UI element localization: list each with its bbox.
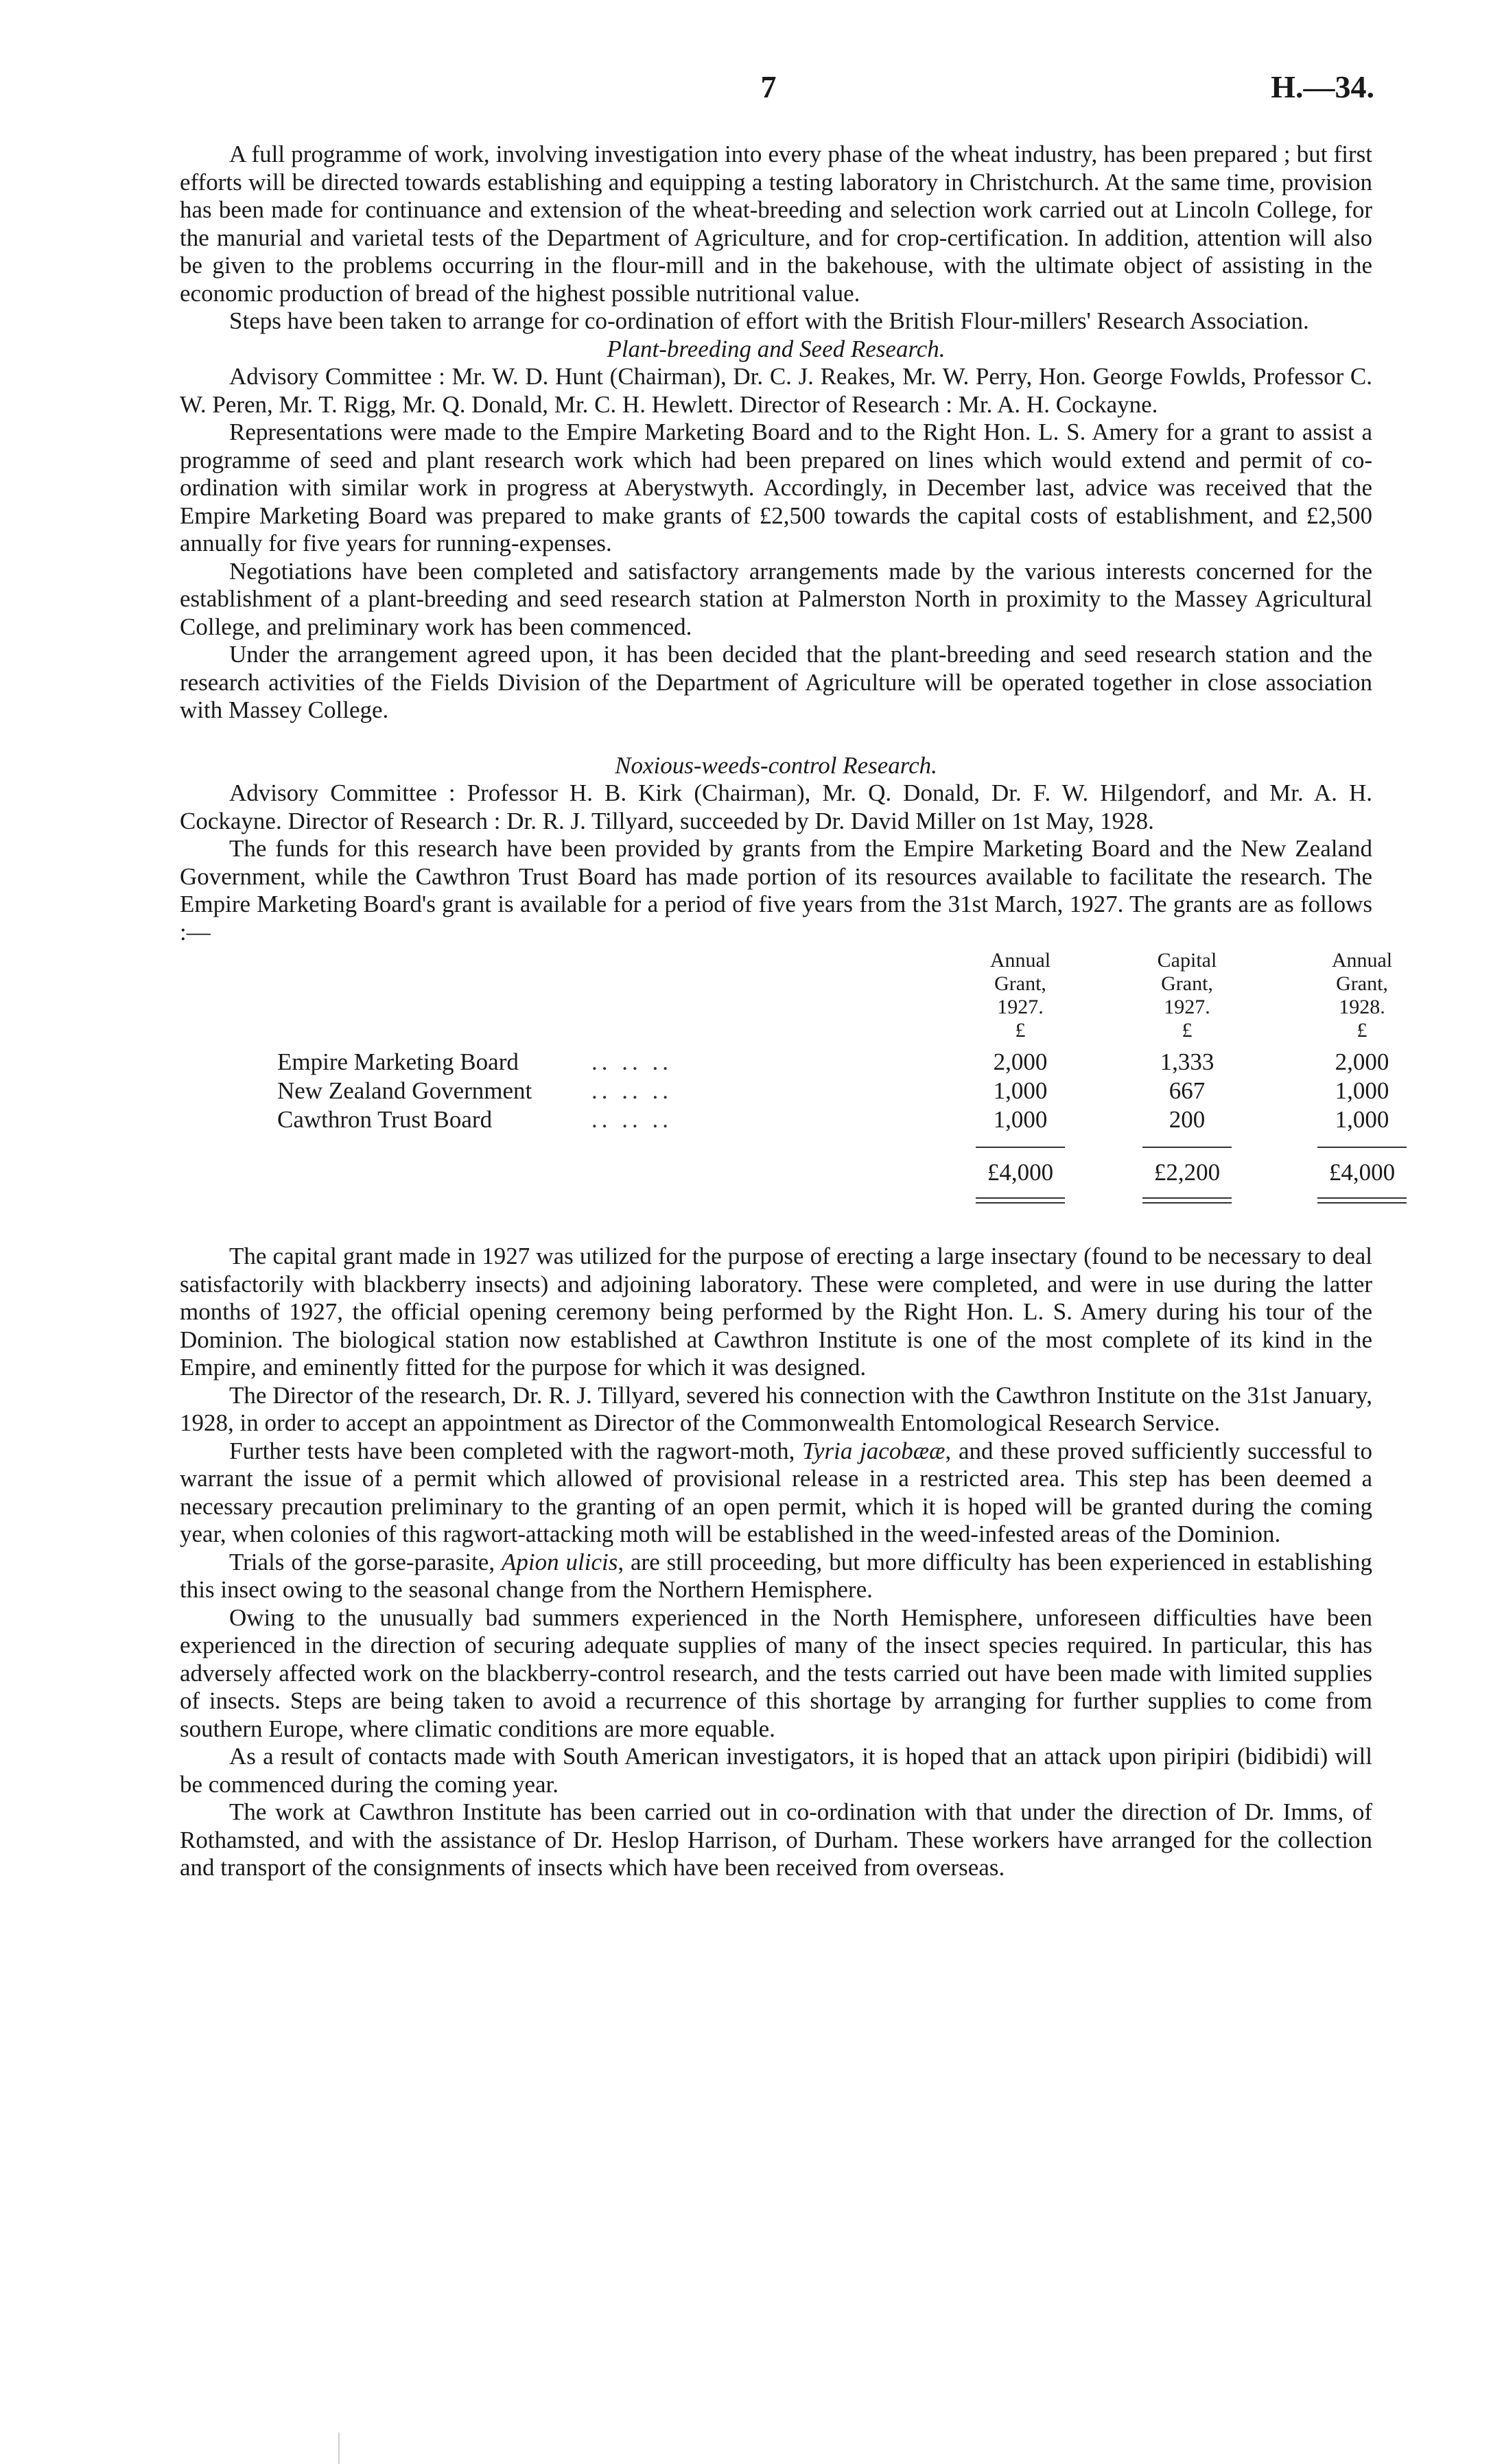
- table-cell: 200: [1169, 1106, 1206, 1133]
- noxious-weeds-paragraph-2: The funds for this research have been provided by grants from the Empire Marketing Board and the New Zealand Government, while the Cawthron Trust Board has made portion of its resources available to facilitate the research. The Empire Marketing Board's grant is available for a period of five years from the 31st March, 1927. The grants are as follows :—: [180, 835, 1372, 946]
- dot-leaders: .. .. ..: [591, 1106, 672, 1133]
- table-row: [180, 1077, 1389, 1105]
- table-total: £4,000: [987, 1159, 1054, 1186]
- noxious-weeds-paragraph-1: Advisory Committee : Professor H. B. Kirk (Chairman), Mr. Q. Donald, Dr. F. W. Hilgendorf, and Mr. A. H. Cockayne. Director of Research : Dr. R. J. Tillyard, succeeded by Dr. David Miller on 1st May, 1928.: [180, 779, 1372, 834]
- table-cell: 667: [1169, 1077, 1206, 1104]
- column-header-line: Grant,: [1336, 972, 1388, 995]
- row-label: New Zealand Government: [277, 1077, 532, 1104]
- plant-breeding-paragraph-2: Representations were made to the Empire Marketing Board and to the Right Hon. L. S. Amery for a grant to assist a programme of seed and plant research work which had been prepared on lines which would extend and permit of co-ordination with similar work in progress at Aberystwyth. Accordingly, in December last, advice was received that the Empire Marketing Board was prepared to make grants of £2,500 towards the capital costs of establishment, and £2,500 annually for five years for running-expenses.: [180, 419, 1372, 556]
- column-header-capital-1927: [1122, 949, 1252, 1042]
- paragraph-text: Trials of the gorse-parasite,: [229, 1548, 502, 1575]
- intro-paragraph-2: Steps have been taken to arrange for co-ordination of effort with the British Flour-millers' Research Association.: [229, 307, 1309, 334]
- column-unit: £: [1015, 1019, 1026, 1042]
- total-double-rule: [1142, 1197, 1232, 1204]
- column-header-annual-1927: [955, 949, 1085, 1042]
- grants-table: [180, 949, 1396, 1230]
- table-cell: 1,000: [993, 1106, 1048, 1133]
- table-cell: 1,000: [993, 1077, 1048, 1104]
- paragraph-text: , and these proved sufficiently successful to warrant the issue of a permit which allowed of provisional release in a restricted area. This step has been deemed a necessary precaution preliminary to the granting of an open permit, which it is hoped will be granted during the coming year, when colonies of this ragwort-attacking moth will be established in the weed-infested areas of the Dominion.: [180, 1437, 1373, 1547]
- column-header-line: Capital: [1157, 949, 1217, 972]
- table-cell: 2,000: [993, 1048, 1048, 1075]
- noxious-weeds-paragraph-5: [180, 1438, 1372, 1549]
- plant-breeding-paragraph-3: Negotiations have been completed and satisfactory arrangements made by the various interests concerned for the establishment of a plant-breeding and seed research station at Palmerston North in proximity to the Massey Agricultural College, and preliminary work has been commenced.: [180, 557, 1372, 640]
- noxious-weeds-paragraph-9: The work at Cawthron Institute has been carried out in co-ordination with that under the direction of Dr. Imms, of Rothamsted, and with the assistance of Dr. Heslop Harrison, of Durham. These workers have arranged for the collection and transport of the consignments of insects which have been received from overseas.: [180, 1798, 1372, 1881]
- plant-breeding-paragraph-4: Under the arrangement agreed upon, it has been decided that the plant-breeding and seed research station and the research activities of the Fields Division of the Department of Agriculture will be operated together in close association with Massey College.: [180, 641, 1372, 723]
- plant-breeding-paragraph-1: Advisory Committee : Mr. W. D. Hunt (Chairman), Dr. C. J. Reakes, Mr. W. Perry, Hon. George Fowlds, Professor C. W. Peren, Mr. T. Rigg, Mr. Q. Donald, Mr. C. H. Hewlett. Director of Research : Mr. A. H. Cockayne.: [180, 363, 1372, 418]
- noxious-weeds-paragraph-8: As a result of contacts made with South American investigators, it is hoped that an attack upon piripiri (bidibidi) will be commenced during the coming year.: [180, 1743, 1372, 1798]
- column-header-line: 1928.: [1339, 996, 1385, 1018]
- noxious-weeds-paragraph-3: The capital grant made in 1927 was utilized for the purpose of erecting a large insectary (found to be necessary to deal satisfactorily with blackberry insects) and adjoining laboratory. These were completed, and were in use during the latter months of 1927, the official opening ceremony being performed by the Right Hon. L. S. Amery during his tour of the Dominion. The biological station now established at Cawthron Institute is one of the most complete of its kind in the Empire, and eminently fitted for the purpose for which it was designed.: [180, 1243, 1372, 1381]
- column-header-line: Grant,: [1161, 972, 1213, 995]
- table-row: [180, 1105, 1389, 1134]
- table-cell: 1,333: [1160, 1048, 1214, 1075]
- section-heading-noxious-weeds: Noxious-weeds-control Research.: [615, 751, 937, 779]
- subtotal-rule: [976, 1147, 1065, 1148]
- row-label: Empire Marketing Board: [277, 1048, 519, 1075]
- table-row: [180, 1048, 1389, 1077]
- table-cell: 1,000: [1335, 1106, 1389, 1133]
- column-header-line: Annual: [1331, 949, 1393, 972]
- column-header-line: Annual: [989, 949, 1051, 972]
- page-number: 7: [760, 69, 777, 104]
- column-header-annual-1928: [1297, 949, 1427, 1042]
- subtotal-rule: [1142, 1147, 1232, 1148]
- table-cell: 2,000: [1335, 1048, 1389, 1075]
- table-cell: 1,000: [1335, 1077, 1389, 1104]
- intro-paragraph-1: A full programme of work, involving investigation into every phase of the wheat industry, has been prepared ; but first efforts will be directed towards establishing and equipping a testing laboratory in Christchurch. At the same time, provision has been made for continuance and extension of the wheat-breeding and selection work carried out at Lincoln College, for the manurial and varietal tests of the Department of Agriculture, and for crop-certification. In addition, attention will also be given to the problems occurring in the flour-mill and in the bakehouse, with the ultimate object of assisting in the economic production of bread of the highest possible nutritional value.: [180, 141, 1372, 307]
- total-double-rule: [976, 1197, 1065, 1204]
- column-unit: £: [1357, 1019, 1367, 1042]
- species-name: Tyria jacobææ: [802, 1437, 946, 1464]
- noxious-weeds-paragraph-6: [180, 1549, 1372, 1604]
- dot-leaders: .. .. ..: [591, 1077, 672, 1104]
- noxious-weeds-paragraph-7: Owing to the unusually bad summers experienced in the North Hemisphere, unforeseen difficulties have been experienced in the direction of securing adequate supplies of many of the insect species required. In particular, this has adversely affected work on the blackberry-control research, and the tests carried out have been made with limited supplies of insects. Steps are being taken to avoid a recurrence of this shortage by arranging for further supplies to come from southern Europe, where climatic conditions are more equable.: [180, 1604, 1372, 1742]
- subtotal-rule: [1317, 1147, 1407, 1148]
- column-unit: £: [1182, 1019, 1193, 1042]
- dot-leaders: .. .. ..: [591, 1048, 672, 1075]
- table-total: £2,200: [1153, 1159, 1221, 1186]
- column-header-line: 1927.: [997, 996, 1044, 1018]
- document-reference: H.—34.: [1271, 69, 1374, 104]
- row-label: Cawthron Trust Board: [277, 1106, 493, 1133]
- scan-artifact-line: [338, 2432, 340, 2464]
- column-header-line: 1927.: [1164, 996, 1210, 1018]
- paragraph-text: , are still proceeding, but more difficulty has been experienced in establishing this insect owing to the seasonal change from the Northern Hemisphere.: [180, 1548, 1372, 1603]
- paragraph-text: Further tests have been completed with the ragwort-moth,: [229, 1437, 803, 1464]
- column-header-line: Grant,: [994, 972, 1046, 995]
- noxious-weeds-paragraph-4: The Director of the research, Dr. R. J. Tillyard, severed his connection with the Cawthron Institute on the 31st January, 1928, in order to accept an appointment as Director of the Commonwealth Entomological Research Service.: [180, 1381, 1372, 1436]
- body-text: [180, 141, 1396, 1882]
- table-total: £4,000: [1328, 1159, 1396, 1186]
- section-heading-plant-breeding: Plant-breeding and Seed Research.: [607, 335, 946, 362]
- species-name: Apion ulicis: [502, 1548, 618, 1575]
- total-double-rule: [1317, 1197, 1407, 1204]
